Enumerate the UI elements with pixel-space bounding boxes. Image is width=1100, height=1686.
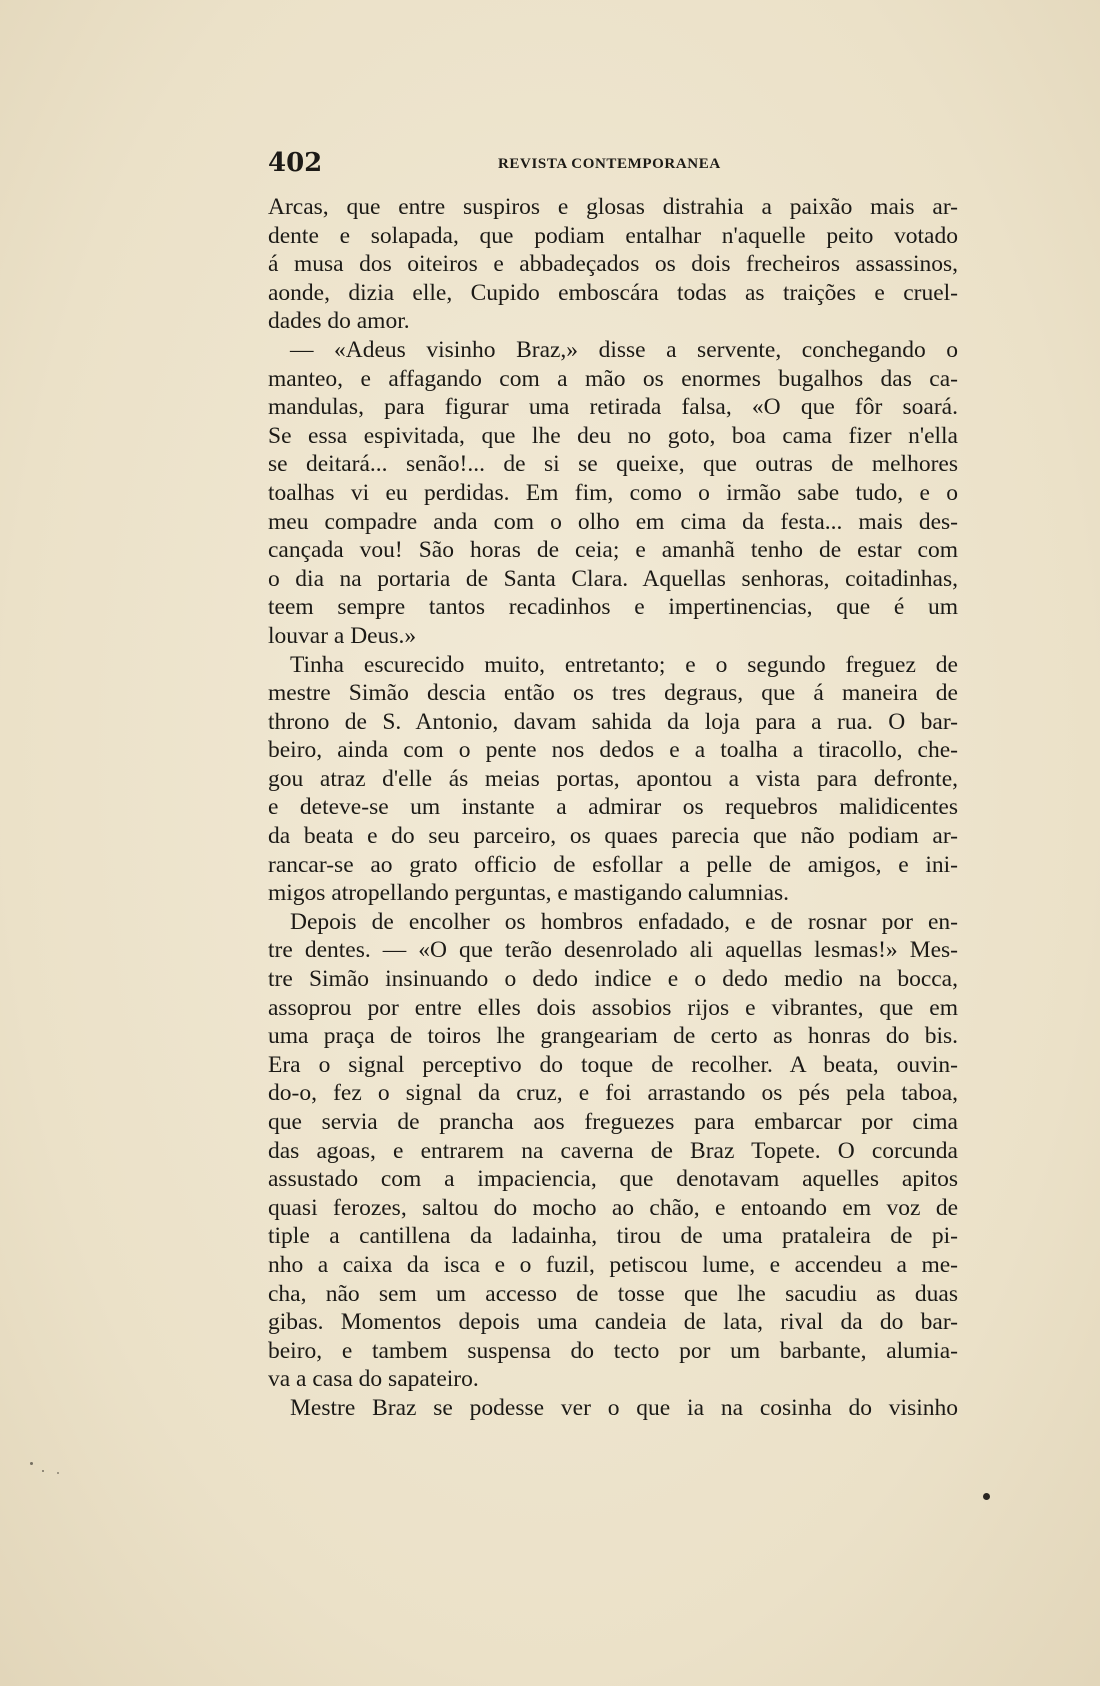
text-line: va a casa do sapateiro. (268, 1366, 479, 1393)
text-line: assustado com a impaciencia, que denotavam aquelles apitos (268, 1166, 958, 1193)
ink-speck (30, 1462, 33, 1465)
text-line: mandulas, para figurar uma retirada falsa, «O que fôr soará. (268, 394, 958, 421)
text-line: quasi ferozes, saltou do mocho ao chão, e entoando em voz de (268, 1194, 958, 1221)
text-line: meu compadre anda com o olho em cima da festa... mais des- (268, 508, 958, 535)
text-line: dente e solapada, que podiam entalhar n'aquelle peito votado (268, 222, 958, 249)
text-line: Arcas, que entre suspiros e glosas distrahia a paixão mais ar- (268, 194, 958, 220)
running-title: REVISTA CONTEMPORANEA (498, 156, 721, 172)
text-line: mestre Simão descia então os tres degraus, que á maneira de (268, 680, 958, 707)
text-line: que servia de prancha aos freguezes para embarcar por cima (268, 1109, 958, 1135)
ink-speck (57, 1472, 59, 1474)
ink-speck (983, 1493, 990, 1500)
text-line: migos atropellando perguntas, e mastigando calumnias. (268, 880, 790, 907)
text-line: e deteve-se um instante a admirar os requebros malidicentes (268, 794, 958, 821)
text-line: beiro, ainda com o pente nos dedos e a toalha a tiracollo, che- (268, 737, 958, 764)
text-line: do-o, fez o signal da cruz, e foi arrastando os pés pela taboa, (268, 1080, 958, 1107)
text-line: throno de S. Antonio, davam sahida da loja para a rua. O bar- (268, 708, 958, 735)
text-line: toalhas vi eu perdidas. Em fim, como o irmão sabe tudo, e o (268, 479, 958, 506)
body-text (268, 193, 958, 1423)
text-line: uma praça de toiros lhe grangeariam de certo as honras do bis. (268, 1023, 958, 1050)
text-line: nho a caixa da isca e o fuzil, petiscou lume, e accendeu a me- (268, 1251, 958, 1278)
text-line: gou atraz d'elle ás meias portas, apontou a vista para defronte, (268, 765, 958, 792)
page-header (268, 148, 958, 178)
text-line: Tinha escurecido muito, entretanto; e o segundo freguez de (290, 651, 958, 678)
text-line: cha, não sem um accesso de tosse que lhe sacudiu as duas (268, 1280, 958, 1307)
text-line: da beata e do seu parceiro, os quaes parecia que não podiam ar- (268, 823, 958, 850)
text-line: assoprou por entre elles dois assobios rijos e vibrantes, que em (268, 994, 958, 1021)
text-line: tre Simão insinuando o dedo indice e o dedo medio na bocca, (268, 966, 958, 993)
text-line: Se essa espivitada, que lhe deu no goto, boa cama fizer n'ella (268, 422, 958, 449)
text-line: tre dentes. — «O que terão desenrolado ali aquellas lesmas!» Mes- (268, 937, 958, 964)
text-line: das agoas, e entrarem na caverna de Braz Topete. O corcunda (268, 1137, 958, 1164)
text-line: aonde, dizia elle, Cupido emboscára todas as traições e cruel- (268, 279, 958, 306)
text-line: teem sempre tantos recadinhos e impertinencias, que é um (268, 594, 958, 621)
text-line: beiro, e tambem suspensa do tecto por um barbante, alumia- (268, 1337, 958, 1364)
text-line: Depois de encolher os hombros enfadado, e de rosnar por en- (290, 908, 958, 935)
text-line: o dia na portaria de Santa Clara. Aquellas senhoras, coitadinhas, (268, 565, 958, 592)
text-line: dades do amor. (268, 308, 410, 335)
text-line: cançada vou! São horas de ceia; e amanhã tenho de estar com (268, 537, 958, 564)
ink-speck (42, 1470, 44, 1472)
text-line: rancar-se ao grato officio de esfollar a pelle de amigos, e ini- (268, 851, 958, 878)
text-line: Mestre Braz se podesse ver o que ia na cosinha do visinho (290, 1394, 958, 1421)
text-line: gibas. Momentos depois uma candeia de lata, rival da do bar- (268, 1309, 958, 1336)
page-number: 402 (268, 148, 323, 178)
text-line: — «Adeus visinho Braz,» disse a servente, conchegando o (290, 336, 958, 363)
text-line: manteo, e affagando com a mão os enormes bugalhos das ca- (268, 365, 958, 392)
text-line: se deitará... senão!... de si se queixe, que outras de melhores (268, 451, 958, 478)
text-line: Era o signal perceptivo do toque de recolher. A beata, ouvin- (268, 1051, 958, 1078)
text-line: louvar a Deus.» (268, 622, 417, 649)
text-line: tiple a cantillena da ladainha, tirou de uma prataleira de pi- (268, 1223, 958, 1250)
text-line: á musa dos oiteiros e abbadeçados os dois frecheiros assassinos, (268, 251, 958, 278)
